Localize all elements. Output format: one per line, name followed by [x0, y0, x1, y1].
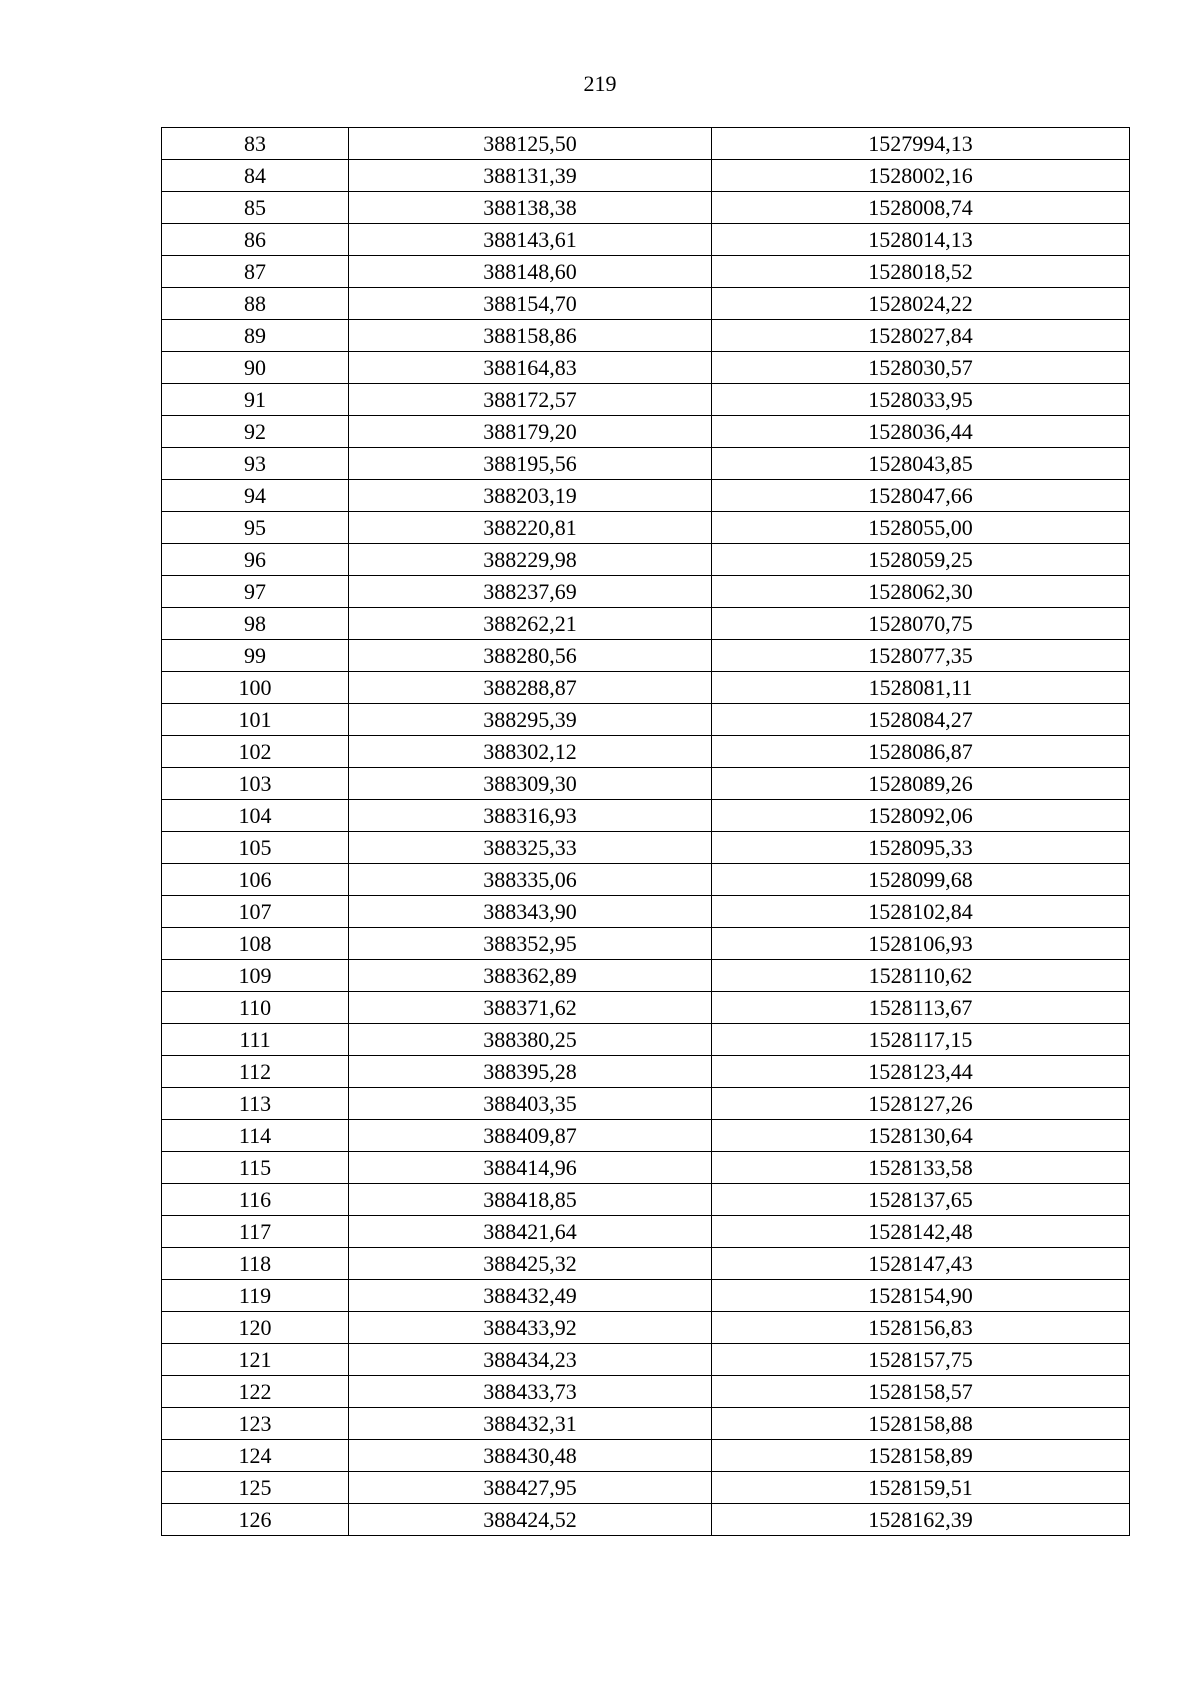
x-coordinate-cell: 388148,60	[349, 256, 712, 288]
y-coordinate-cell: 1528156,83	[712, 1312, 1130, 1344]
y-coordinate-cell: 1528055,00	[712, 512, 1130, 544]
point-number-cell: 84	[162, 160, 349, 192]
point-number-cell: 115	[162, 1152, 349, 1184]
x-coordinate-cell: 388430,48	[349, 1440, 712, 1472]
x-coordinate-cell: 388203,19	[349, 480, 712, 512]
x-coordinate-cell: 388125,50	[349, 128, 712, 160]
x-coordinate-cell: 388138,38	[349, 192, 712, 224]
y-coordinate-cell: 1528158,88	[712, 1408, 1130, 1440]
x-coordinate-cell: 388158,86	[349, 320, 712, 352]
x-coordinate-cell: 388380,25	[349, 1024, 712, 1056]
x-coordinate-cell: 388421,64	[349, 1216, 712, 1248]
point-number-cell: 121	[162, 1344, 349, 1376]
table-row	[162, 192, 1130, 224]
table-row	[162, 576, 1130, 608]
coordinates-table	[161, 127, 1130, 1536]
point-number-cell: 102	[162, 736, 349, 768]
y-coordinate-cell: 1528158,57	[712, 1376, 1130, 1408]
y-coordinate-cell: 1528018,52	[712, 256, 1130, 288]
x-coordinate-cell: 388325,33	[349, 832, 712, 864]
y-coordinate-cell: 1528047,66	[712, 480, 1130, 512]
point-number-cell: 103	[162, 768, 349, 800]
point-number-cell: 87	[162, 256, 349, 288]
point-number-cell: 89	[162, 320, 349, 352]
point-number-cell: 119	[162, 1280, 349, 1312]
table-row	[162, 256, 1130, 288]
x-coordinate-cell: 388195,56	[349, 448, 712, 480]
table-row	[162, 768, 1130, 800]
point-number-cell: 108	[162, 928, 349, 960]
y-coordinate-cell: 1528036,44	[712, 416, 1130, 448]
table-row	[162, 128, 1130, 160]
table-row	[162, 288, 1130, 320]
table-row	[162, 416, 1130, 448]
x-coordinate-cell: 388280,56	[349, 640, 712, 672]
point-number-cell: 107	[162, 896, 349, 928]
y-coordinate-cell: 1528113,67	[712, 992, 1130, 1024]
x-coordinate-cell: 388433,92	[349, 1312, 712, 1344]
table-row	[162, 1184, 1130, 1216]
y-coordinate-cell: 1528062,30	[712, 576, 1130, 608]
x-coordinate-cell: 388154,70	[349, 288, 712, 320]
x-coordinate-cell: 388220,81	[349, 512, 712, 544]
table-row	[162, 1376, 1130, 1408]
point-number-cell: 112	[162, 1056, 349, 1088]
point-number-cell: 106	[162, 864, 349, 896]
x-coordinate-cell: 388335,06	[349, 864, 712, 896]
x-coordinate-cell: 388179,20	[349, 416, 712, 448]
x-coordinate-cell: 388432,31	[349, 1408, 712, 1440]
page-number: 219	[583, 71, 617, 96]
y-coordinate-cell: 1528157,75	[712, 1344, 1130, 1376]
x-coordinate-cell: 388131,39	[349, 160, 712, 192]
table-row	[162, 1280, 1130, 1312]
point-number-cell: 122	[162, 1376, 349, 1408]
table-row	[162, 832, 1130, 864]
x-coordinate-cell: 388371,62	[349, 992, 712, 1024]
point-number-cell: 98	[162, 608, 349, 640]
x-coordinate-cell: 388316,93	[349, 800, 712, 832]
table-row	[162, 1216, 1130, 1248]
y-coordinate-cell: 1528099,68	[712, 864, 1130, 896]
point-number-cell: 88	[162, 288, 349, 320]
x-coordinate-cell: 388432,49	[349, 1280, 712, 1312]
x-coordinate-cell: 388409,87	[349, 1120, 712, 1152]
x-coordinate-cell: 388414,96	[349, 1152, 712, 1184]
table-row	[162, 736, 1130, 768]
table-row	[162, 960, 1130, 992]
y-coordinate-cell: 1528133,58	[712, 1152, 1130, 1184]
point-number-cell: 126	[162, 1504, 349, 1536]
point-number-cell: 94	[162, 480, 349, 512]
table-row	[162, 640, 1130, 672]
y-coordinate-cell: 1528027,84	[712, 320, 1130, 352]
x-coordinate-cell: 388164,83	[349, 352, 712, 384]
table-row	[162, 800, 1130, 832]
y-coordinate-cell: 1528159,51	[712, 1472, 1130, 1504]
x-coordinate-cell: 388403,35	[349, 1088, 712, 1120]
table-row	[162, 224, 1130, 256]
table-row	[162, 160, 1130, 192]
y-coordinate-cell: 1528089,26	[712, 768, 1130, 800]
table-row	[162, 704, 1130, 736]
point-number-cell: 123	[162, 1408, 349, 1440]
x-coordinate-cell: 388143,61	[349, 224, 712, 256]
point-number-cell: 120	[162, 1312, 349, 1344]
x-coordinate-cell: 388237,69	[349, 576, 712, 608]
x-coordinate-cell: 388309,30	[349, 768, 712, 800]
x-coordinate-cell: 388424,52	[349, 1504, 712, 1536]
table-row	[162, 1408, 1130, 1440]
y-coordinate-cell: 1528043,85	[712, 448, 1130, 480]
x-coordinate-cell: 388352,95	[349, 928, 712, 960]
y-coordinate-cell: 1528158,89	[712, 1440, 1130, 1472]
table-row	[162, 544, 1130, 576]
y-coordinate-cell: 1528106,93	[712, 928, 1130, 960]
table-row	[162, 480, 1130, 512]
point-number-cell: 111	[162, 1024, 349, 1056]
point-number-cell: 92	[162, 416, 349, 448]
y-coordinate-cell: 1528127,26	[712, 1088, 1130, 1120]
point-number-cell: 114	[162, 1120, 349, 1152]
y-coordinate-cell: 1528070,75	[712, 608, 1130, 640]
table-row	[162, 448, 1130, 480]
table-row	[162, 1248, 1130, 1280]
point-number-cell: 100	[162, 672, 349, 704]
y-coordinate-cell: 1528059,25	[712, 544, 1130, 576]
table-row	[162, 1056, 1130, 1088]
x-coordinate-cell: 388302,12	[349, 736, 712, 768]
point-number-cell: 125	[162, 1472, 349, 1504]
y-coordinate-cell: 1528084,27	[712, 704, 1130, 736]
table-row	[162, 672, 1130, 704]
point-number-cell: 101	[162, 704, 349, 736]
x-coordinate-cell: 388172,57	[349, 384, 712, 416]
point-number-cell: 93	[162, 448, 349, 480]
table-row	[162, 352, 1130, 384]
table-row	[162, 320, 1130, 352]
table-row	[162, 1440, 1130, 1472]
x-coordinate-cell: 388262,21	[349, 608, 712, 640]
x-coordinate-cell: 388288,87	[349, 672, 712, 704]
y-coordinate-cell: 1527994,13	[712, 128, 1130, 160]
y-coordinate-cell: 1528110,62	[712, 960, 1130, 992]
y-coordinate-cell: 1528030,57	[712, 352, 1130, 384]
point-number-cell: 110	[162, 992, 349, 1024]
y-coordinate-cell: 1528102,84	[712, 896, 1130, 928]
table-row	[162, 1344, 1130, 1376]
point-number-cell: 97	[162, 576, 349, 608]
y-coordinate-cell: 1528154,90	[712, 1280, 1130, 1312]
y-coordinate-cell: 1528081,11	[712, 672, 1130, 704]
y-coordinate-cell: 1528092,06	[712, 800, 1130, 832]
y-coordinate-cell: 1528142,48	[712, 1216, 1130, 1248]
point-number-cell: 85	[162, 192, 349, 224]
point-number-cell: 124	[162, 1440, 349, 1472]
y-coordinate-cell: 1528130,64	[712, 1120, 1130, 1152]
table-row	[162, 1024, 1130, 1056]
table-row	[162, 1120, 1130, 1152]
table-row	[162, 384, 1130, 416]
y-coordinate-cell: 1528024,22	[712, 288, 1130, 320]
y-coordinate-cell: 1528008,74	[712, 192, 1130, 224]
x-coordinate-cell: 388425,32	[349, 1248, 712, 1280]
y-coordinate-cell: 1528077,35	[712, 640, 1130, 672]
table-row	[162, 1088, 1130, 1120]
y-coordinate-cell: 1528095,33	[712, 832, 1130, 864]
x-coordinate-cell: 388295,39	[349, 704, 712, 736]
y-coordinate-cell: 1528014,13	[712, 224, 1130, 256]
y-coordinate-cell: 1528002,16	[712, 160, 1130, 192]
point-number-cell: 99	[162, 640, 349, 672]
point-number-cell: 109	[162, 960, 349, 992]
point-number-cell: 105	[162, 832, 349, 864]
table-row	[162, 1152, 1130, 1184]
y-coordinate-cell: 1528086,87	[712, 736, 1130, 768]
point-number-cell: 118	[162, 1248, 349, 1280]
coordinates-table-body	[162, 128, 1130, 1536]
point-number-cell: 117	[162, 1216, 349, 1248]
point-number-cell: 95	[162, 512, 349, 544]
table-row	[162, 1504, 1130, 1536]
x-coordinate-cell: 388343,90	[349, 896, 712, 928]
point-number-cell: 116	[162, 1184, 349, 1216]
y-coordinate-cell: 1528123,44	[712, 1056, 1130, 1088]
x-coordinate-cell: 388395,28	[349, 1056, 712, 1088]
point-number-cell: 96	[162, 544, 349, 576]
table-row	[162, 992, 1130, 1024]
table-row	[162, 1312, 1130, 1344]
point-number-cell: 83	[162, 128, 349, 160]
table-row	[162, 896, 1130, 928]
y-coordinate-cell: 1528033,95	[712, 384, 1130, 416]
point-number-cell: 86	[162, 224, 349, 256]
x-coordinate-cell: 388433,73	[349, 1376, 712, 1408]
table-row	[162, 512, 1130, 544]
table-row	[162, 608, 1130, 640]
point-number-cell: 90	[162, 352, 349, 384]
x-coordinate-cell: 388229,98	[349, 544, 712, 576]
point-number-cell: 91	[162, 384, 349, 416]
point-number-cell: 113	[162, 1088, 349, 1120]
table-row	[162, 864, 1130, 896]
y-coordinate-cell: 1528137,65	[712, 1184, 1130, 1216]
table-row	[162, 928, 1130, 960]
table-row	[162, 1472, 1130, 1504]
x-coordinate-cell: 388434,23	[349, 1344, 712, 1376]
x-coordinate-cell: 388362,89	[349, 960, 712, 992]
y-coordinate-cell: 1528117,15	[712, 1024, 1130, 1056]
x-coordinate-cell: 388418,85	[349, 1184, 712, 1216]
point-number-cell: 104	[162, 800, 349, 832]
y-coordinate-cell: 1528162,39	[712, 1504, 1130, 1536]
x-coordinate-cell: 388427,95	[349, 1472, 712, 1504]
y-coordinate-cell: 1528147,43	[712, 1248, 1130, 1280]
